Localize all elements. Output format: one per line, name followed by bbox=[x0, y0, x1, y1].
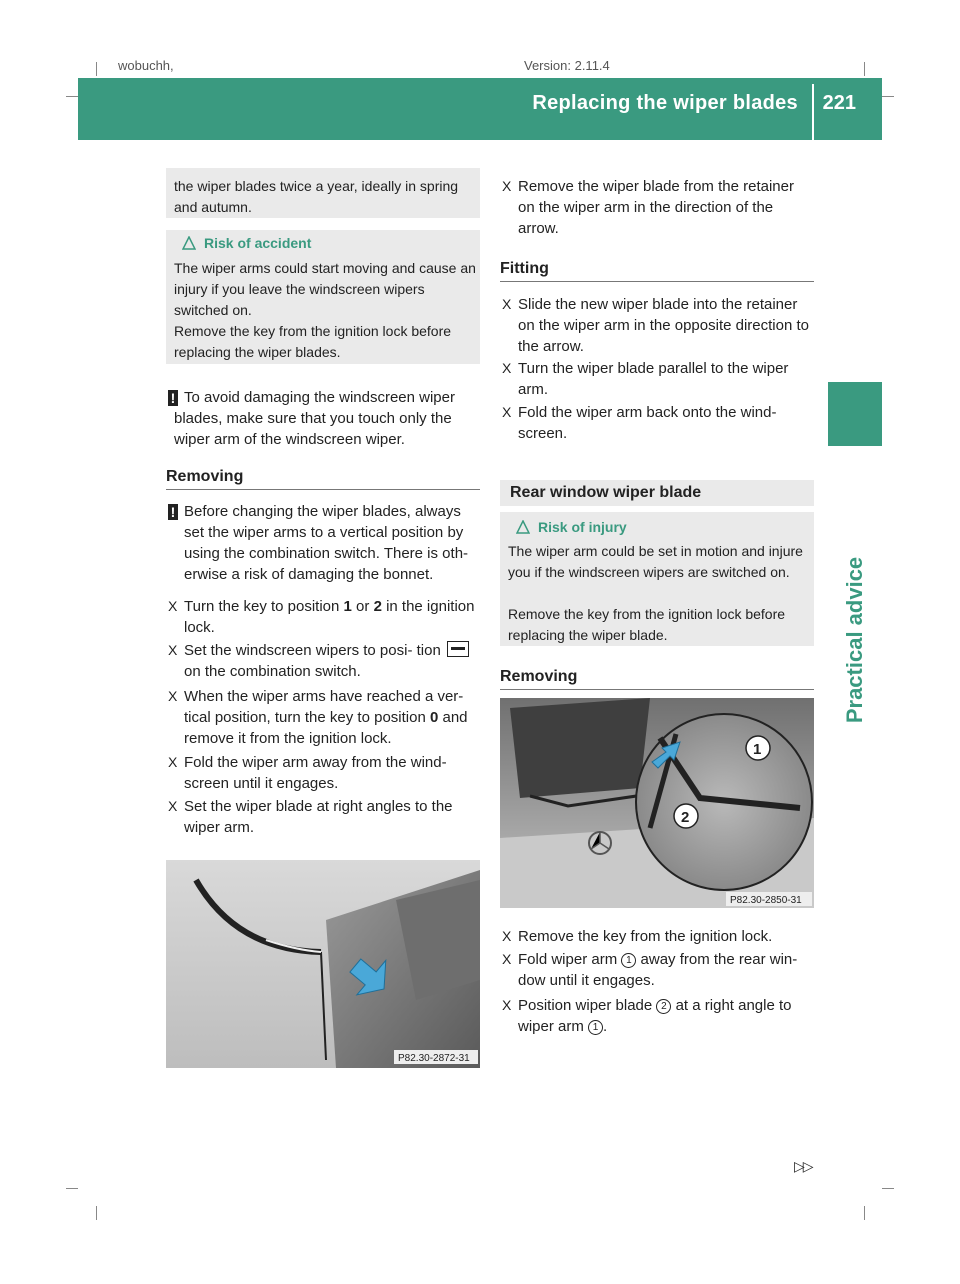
warning-text: Remove the key from the ignition lock before replacing the wiper blades. bbox=[174, 323, 452, 360]
step-bullet: X bbox=[168, 642, 178, 658]
step-text: in the ignition lock. bbox=[184, 598, 475, 636]
caution-icon: ! bbox=[168, 504, 178, 520]
step-text: When the wiper arms have reached a ver- tical position, turn the key to position bbox=[184, 688, 464, 726]
step-item: Fold the wiper arm back onto the wind- screen. bbox=[518, 404, 777, 442]
step-bullet: X bbox=[168, 754, 178, 770]
warning-title: Risk of injury bbox=[538, 519, 627, 535]
step-bullet: X bbox=[502, 997, 512, 1013]
step-item bbox=[518, 949, 814, 991]
step-item: Remove the key from the ignition lock. bbox=[518, 928, 773, 945]
crop-mark bbox=[864, 1206, 865, 1220]
heading-rule bbox=[500, 689, 814, 690]
heading-rule bbox=[500, 281, 814, 282]
callout-2: 2 bbox=[681, 809, 690, 826]
step-bullet: X bbox=[168, 798, 178, 814]
step-bullet: X bbox=[502, 360, 512, 376]
warning-text: The wiper arm could be set in motion and injure you if the windscreen wipers are switched on. bbox=[508, 543, 803, 580]
step-text: Turn the key to position bbox=[184, 598, 344, 615]
callout-ref: 2 bbox=[656, 999, 671, 1014]
warning-icon bbox=[182, 236, 196, 250]
step-bullet: X bbox=[502, 928, 512, 944]
crop-mark bbox=[96, 1206, 97, 1220]
warning-text: Remove the key from the ignition lock before replacing the wiper blade. bbox=[508, 606, 786, 643]
callout-ref: 1 bbox=[621, 953, 636, 968]
crop-mark bbox=[882, 1188, 894, 1189]
key-position: 1 bbox=[343, 598, 352, 615]
continue-mark: ▷▷ bbox=[794, 1158, 812, 1174]
warning-icon bbox=[516, 520, 530, 534]
rear-wiper-photo bbox=[500, 698, 814, 908]
key-position: 0 bbox=[429, 709, 439, 726]
meta-left: wobuchh, bbox=[118, 58, 174, 73]
meta-right: Version: 2.11.4 bbox=[524, 58, 610, 73]
step-text: away from the rear win- dow until it engages. bbox=[518, 951, 798, 989]
section-heading: Removing bbox=[500, 668, 578, 685]
step-item bbox=[184, 596, 480, 638]
continued-note: the wiper blades twice a year, ideally in spring and autumn. bbox=[174, 178, 459, 215]
step-text: and remove it from the ignition lock. bbox=[184, 709, 468, 747]
crop-mark bbox=[66, 1188, 78, 1189]
step-item bbox=[184, 640, 480, 682]
step-bullet: X bbox=[168, 598, 178, 614]
photo-code: P82.30-2872-31 bbox=[398, 1053, 470, 1064]
crop-mark bbox=[864, 62, 865, 76]
step-item: Fold the wiper arm away from the wind- screen until it engages. bbox=[184, 754, 447, 792]
crop-mark bbox=[882, 96, 894, 97]
step-item: Slide the new wiper blade into the retainer on the wiper arm in the opposite direction to the arrow. bbox=[518, 296, 809, 355]
side-tab-label: Practical advice bbox=[842, 556, 867, 724]
heading-rule bbox=[166, 489, 480, 490]
crop-mark bbox=[96, 62, 97, 76]
step-item: Remove the wiper blade from the retainer on the wiper arm in the direction of the arrow. bbox=[518, 178, 794, 237]
warning-text: The wiper arms could start moving and cause an injury if you leave the windscreen wipers switched on. bbox=[174, 260, 476, 318]
photo-code: P82.30-2850-31 bbox=[730, 895, 802, 906]
header-divider bbox=[812, 84, 814, 140]
windscreen-wiper-photo bbox=[166, 860, 480, 1068]
step-item bbox=[184, 686, 480, 749]
subsection-heading: Rear window wiper blade bbox=[510, 484, 702, 501]
warning-title: Risk of accident bbox=[204, 235, 312, 251]
step-item bbox=[518, 995, 814, 1037]
step-bullet: X bbox=[502, 178, 512, 194]
page-title: Replacing the wiper blades bbox=[532, 92, 798, 114]
step-text: Set the windscreen wipers to posi- tion bbox=[184, 642, 445, 659]
step-text: at a right angle to wiper arm bbox=[518, 997, 792, 1035]
caution-note: Before changing the wiper blades, always set the wiper arms to a vertical position by using the combination switch. There is oth- erwise a risk of damaging the bonnet. bbox=[184, 503, 469, 583]
step-item: Turn the wiper blade parallel to the wiper arm. bbox=[518, 360, 789, 398]
wiper-position-icon bbox=[447, 641, 469, 657]
step-text: Position wiper blade bbox=[518, 997, 657, 1014]
step-bullet: X bbox=[502, 951, 512, 967]
callout-ref: 1 bbox=[588, 1020, 603, 1035]
page-header bbox=[78, 78, 882, 140]
caution-note: To avoid damaging the windscreen wiper blades, make sure that you touch only the wiper arm of the windscreen wiper. bbox=[174, 389, 455, 448]
step-bullet: X bbox=[168, 688, 178, 704]
step-text: or bbox=[351, 598, 374, 615]
step-text: . bbox=[603, 1018, 608, 1035]
section-heading: Removing bbox=[166, 468, 244, 485]
crop-mark bbox=[66, 96, 78, 97]
caution-icon: ! bbox=[168, 390, 178, 406]
key-position: 2 bbox=[373, 598, 382, 615]
callout-1: 1 bbox=[753, 741, 762, 758]
section-heading: Fitting bbox=[500, 260, 549, 277]
step-text: Fold wiper arm bbox=[518, 951, 622, 968]
step-bullet: X bbox=[502, 296, 512, 312]
step-text: on the combination switch. bbox=[184, 663, 361, 680]
step-item: Set the wiper blade at right angles to the wiper arm. bbox=[184, 798, 453, 836]
page-number: 221 bbox=[822, 92, 856, 114]
step-bullet: X bbox=[502, 404, 512, 420]
side-tab-block bbox=[828, 382, 882, 446]
